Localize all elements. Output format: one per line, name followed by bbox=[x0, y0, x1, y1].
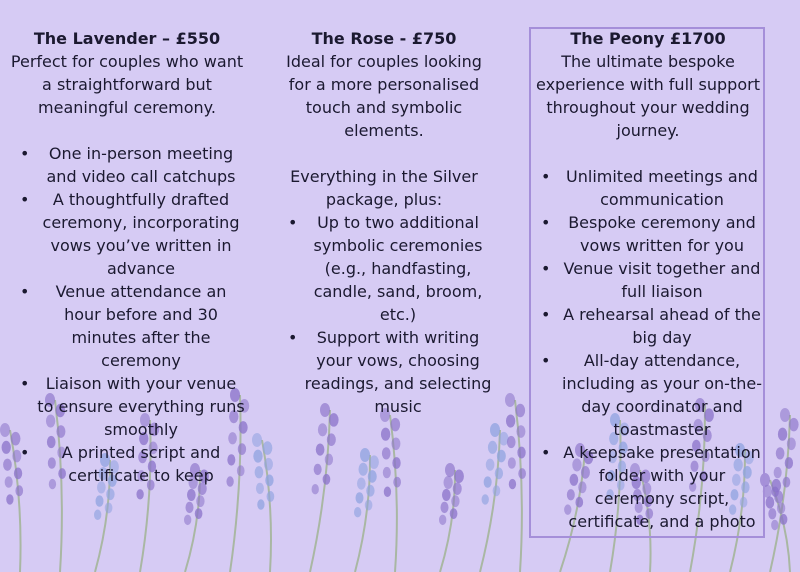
feature-item bbox=[8, 280, 246, 372]
lavender-bud bbox=[360, 448, 370, 462]
lavender-bud bbox=[774, 467, 782, 478]
lavender-bud bbox=[454, 469, 464, 483]
lavender-bud bbox=[354, 507, 361, 517]
lavender-bud bbox=[785, 457, 793, 469]
lavender-bud bbox=[323, 474, 331, 485]
lavender-bud bbox=[515, 404, 525, 418]
feature-item bbox=[529, 165, 767, 211]
lavender-bud bbox=[96, 495, 104, 506]
lavender-bud bbox=[486, 459, 495, 471]
package-peony bbox=[529, 27, 767, 533]
feature-line: vows written for you bbox=[580, 236, 744, 255]
feature-item bbox=[8, 372, 246, 441]
bullet-icon: • bbox=[541, 305, 551, 324]
feature-line: big day bbox=[632, 328, 692, 347]
feature-line: toastmaster bbox=[613, 420, 711, 439]
lavender-bud bbox=[365, 500, 373, 511]
feature-line: One in-person meeting bbox=[48, 144, 234, 163]
lavender-bud bbox=[444, 476, 453, 489]
feature-line: folder with your bbox=[598, 466, 726, 485]
lavender-bud bbox=[369, 455, 379, 469]
lavender-bud bbox=[780, 514, 788, 525]
feature-line: symbolic ceremonies bbox=[313, 236, 483, 255]
lavender-bud bbox=[263, 441, 273, 455]
feature-line: your vows, choosing bbox=[316, 351, 480, 370]
feature-line: full liaison bbox=[621, 282, 703, 301]
bullet-icon: • bbox=[20, 443, 30, 462]
feature-line: Venue visit together and bbox=[563, 259, 761, 278]
lavender-bud bbox=[382, 447, 391, 459]
lavender-bud bbox=[267, 491, 275, 502]
lavender-bud bbox=[488, 441, 497, 454]
feature-line: ceremony bbox=[101, 351, 181, 370]
lavender-bud bbox=[450, 508, 458, 519]
bullet-icon: • bbox=[541, 443, 551, 462]
lavender-bud bbox=[184, 515, 191, 525]
bullet-icon: • bbox=[20, 374, 30, 393]
package-intro-line: meaningful ceremony. bbox=[38, 98, 216, 117]
feature-line: to ensure everything runs bbox=[37, 397, 245, 416]
feature-line: vows you’ve written in bbox=[50, 236, 232, 255]
package-intro-line: elements. bbox=[344, 121, 424, 140]
feature-line: hour before and 30 bbox=[64, 305, 218, 324]
feature-line: candle, sand, broom, bbox=[313, 282, 483, 301]
package-feature-list bbox=[276, 211, 492, 418]
lavender-bud bbox=[509, 479, 516, 489]
lavender-bud bbox=[357, 477, 366, 489]
bullet-icon: • bbox=[541, 259, 551, 278]
lavender-bud bbox=[451, 495, 459, 507]
lavender-bud bbox=[518, 468, 526, 479]
feature-item bbox=[529, 349, 767, 441]
lavender-bud bbox=[391, 437, 400, 450]
feature-line: readings, and selecting bbox=[304, 374, 492, 393]
lavender-bud bbox=[392, 457, 400, 469]
feature-item bbox=[529, 211, 767, 257]
feature-line: (e.g., handfasting, bbox=[324, 259, 472, 278]
lavender-bud bbox=[383, 467, 391, 478]
feature-line: A printed script and bbox=[61, 443, 221, 462]
lavender-bud bbox=[776, 447, 785, 459]
lavender-bud bbox=[441, 502, 449, 513]
lavender-bud bbox=[257, 499, 264, 509]
lavender-bud bbox=[384, 487, 391, 497]
lavender-bud bbox=[508, 457, 516, 468]
lavender-bud bbox=[789, 418, 799, 432]
lavender-bud bbox=[256, 483, 264, 494]
lavender-bud bbox=[196, 495, 204, 507]
lavender-bud bbox=[318, 423, 327, 436]
bullet-icon: • bbox=[541, 351, 551, 370]
feature-item bbox=[529, 303, 767, 349]
lavender-bud bbox=[507, 436, 516, 448]
feature-line: Support with writing bbox=[316, 328, 480, 347]
lavender-bud bbox=[774, 491, 783, 504]
lavender-bud bbox=[517, 447, 525, 459]
lavender-bud bbox=[195, 508, 203, 519]
lavender-bud bbox=[778, 428, 787, 441]
lavender-bud bbox=[255, 466, 264, 478]
lavender-bud bbox=[105, 502, 113, 513]
package-intro-line: journey. bbox=[616, 121, 680, 140]
lavender-bud bbox=[106, 488, 114, 500]
feature-line: ceremony, incorporating bbox=[42, 213, 240, 232]
package-title: The Lavender – £550 bbox=[33, 29, 221, 48]
feature-line: Venue attendance an bbox=[55, 282, 227, 301]
feature-line: advance bbox=[106, 259, 175, 278]
feature-item bbox=[529, 441, 767, 533]
package-intro-line: The ultimate bespoke bbox=[561, 52, 735, 71]
lavender-bud bbox=[253, 450, 262, 463]
lavender-bud bbox=[366, 485, 374, 497]
feature-line: A thoughtfully drafted bbox=[52, 190, 230, 209]
feature-line: and video call catchups bbox=[46, 167, 236, 186]
lavender-bud bbox=[484, 476, 492, 487]
bullet-icon: • bbox=[20, 282, 30, 301]
bullet-icon: • bbox=[288, 328, 298, 347]
lavender-bud bbox=[314, 464, 322, 475]
package-intro-line: Perfect for couples who want bbox=[10, 52, 244, 71]
lavender-bud bbox=[490, 423, 500, 437]
package-feature-list bbox=[529, 165, 767, 533]
feature-line: including as your on-the- bbox=[562, 374, 762, 393]
feature-line: A rehearsal ahead of the bbox=[563, 305, 761, 324]
lavender-bud bbox=[252, 433, 262, 447]
lavender-bud bbox=[780, 408, 790, 422]
feature-line: Bespoke ceremony and bbox=[568, 213, 756, 232]
feature-line: minutes after the bbox=[71, 328, 211, 347]
package-extra-line: package, plus: bbox=[325, 190, 443, 209]
feature-line: Up to two additional bbox=[317, 213, 479, 232]
lavender-bud bbox=[783, 477, 791, 488]
lavender-bud bbox=[368, 470, 377, 483]
package-intro-line: a straightforward but bbox=[42, 75, 212, 94]
lavender-bud bbox=[393, 477, 401, 488]
package-lavender bbox=[8, 27, 246, 487]
lavender-bud bbox=[359, 463, 368, 476]
feature-line: smoothly bbox=[104, 420, 178, 439]
lavender-bud bbox=[390, 418, 400, 432]
lavender-bud bbox=[495, 468, 503, 480]
lavender-bud bbox=[516, 425, 525, 438]
package-rose bbox=[276, 27, 492, 418]
package-extra-line: Everything in the Silver bbox=[290, 167, 478, 186]
lavender-bud bbox=[265, 474, 273, 486]
lavender-bud bbox=[356, 492, 364, 503]
lavender-bud bbox=[787, 437, 796, 450]
lavender-bud bbox=[445, 463, 455, 477]
feature-line: day coordinator and bbox=[581, 397, 743, 416]
lavender-bud bbox=[771, 520, 778, 530]
feature-line: certificate to keep bbox=[68, 466, 214, 485]
package-intro-line: for a more personalised bbox=[288, 75, 480, 94]
lavender-bud bbox=[6, 494, 13, 504]
lavender-bud bbox=[497, 450, 506, 463]
feature-item bbox=[8, 188, 246, 280]
feature-line: certificate, and a photo bbox=[568, 512, 756, 531]
lavender-bud bbox=[777, 502, 785, 514]
package-title: The Peony £1700 bbox=[570, 29, 726, 48]
feature-item bbox=[8, 441, 246, 487]
feature-line: music bbox=[374, 397, 422, 416]
package-intro-line: touch and symbolic bbox=[305, 98, 463, 117]
feature-item bbox=[276, 326, 492, 418]
feature-item bbox=[529, 257, 767, 303]
lavender-bud bbox=[312, 484, 319, 494]
lavender-bud bbox=[94, 510, 101, 520]
lavender-bud bbox=[506, 414, 515, 427]
lavender-bud bbox=[442, 489, 451, 501]
feature-line: Unlimited meetings and bbox=[566, 167, 758, 186]
feature-item bbox=[8, 142, 246, 188]
feature-line: All-day attendance, bbox=[583, 351, 741, 370]
lavender-bud bbox=[187, 489, 196, 501]
package-title: The Rose - £750 bbox=[311, 29, 457, 48]
lavender-bud bbox=[186, 502, 194, 513]
package-intro-line: experience with full support bbox=[536, 75, 760, 94]
lavender-bud bbox=[439, 515, 446, 525]
lavender-bud bbox=[325, 454, 333, 466]
feature-line: A keepsake presentation bbox=[563, 443, 761, 462]
bullet-icon: • bbox=[20, 190, 30, 209]
lavender-bud bbox=[493, 485, 501, 496]
package-feature-list bbox=[8, 142, 246, 487]
lavender-bud bbox=[381, 428, 390, 441]
lavender-bud bbox=[768, 508, 776, 519]
lavender-bud bbox=[327, 433, 336, 446]
lavender-bud bbox=[136, 489, 143, 499]
bullet-icon: • bbox=[541, 213, 551, 232]
feature-line: Liaison with your venue bbox=[45, 374, 237, 393]
feature-line: communication bbox=[600, 190, 724, 209]
feature-line: etc.) bbox=[379, 305, 417, 324]
lavender-bud bbox=[453, 482, 462, 495]
feature-line: ceremony script, bbox=[594, 489, 730, 508]
feature-item bbox=[276, 211, 492, 326]
bullet-icon: • bbox=[288, 213, 298, 232]
bullet-icon: • bbox=[20, 144, 30, 163]
lavender-bud bbox=[316, 443, 325, 455]
lavender-bud bbox=[505, 393, 515, 407]
lavender-bud bbox=[482, 494, 489, 504]
lavender-bud bbox=[771, 479, 781, 493]
package-intro-line: Ideal for couples looking bbox=[286, 52, 482, 71]
bullet-icon: • bbox=[541, 167, 551, 186]
lavender-bud bbox=[264, 458, 273, 471]
package-intro-line: throughout your wedding bbox=[546, 98, 750, 117]
